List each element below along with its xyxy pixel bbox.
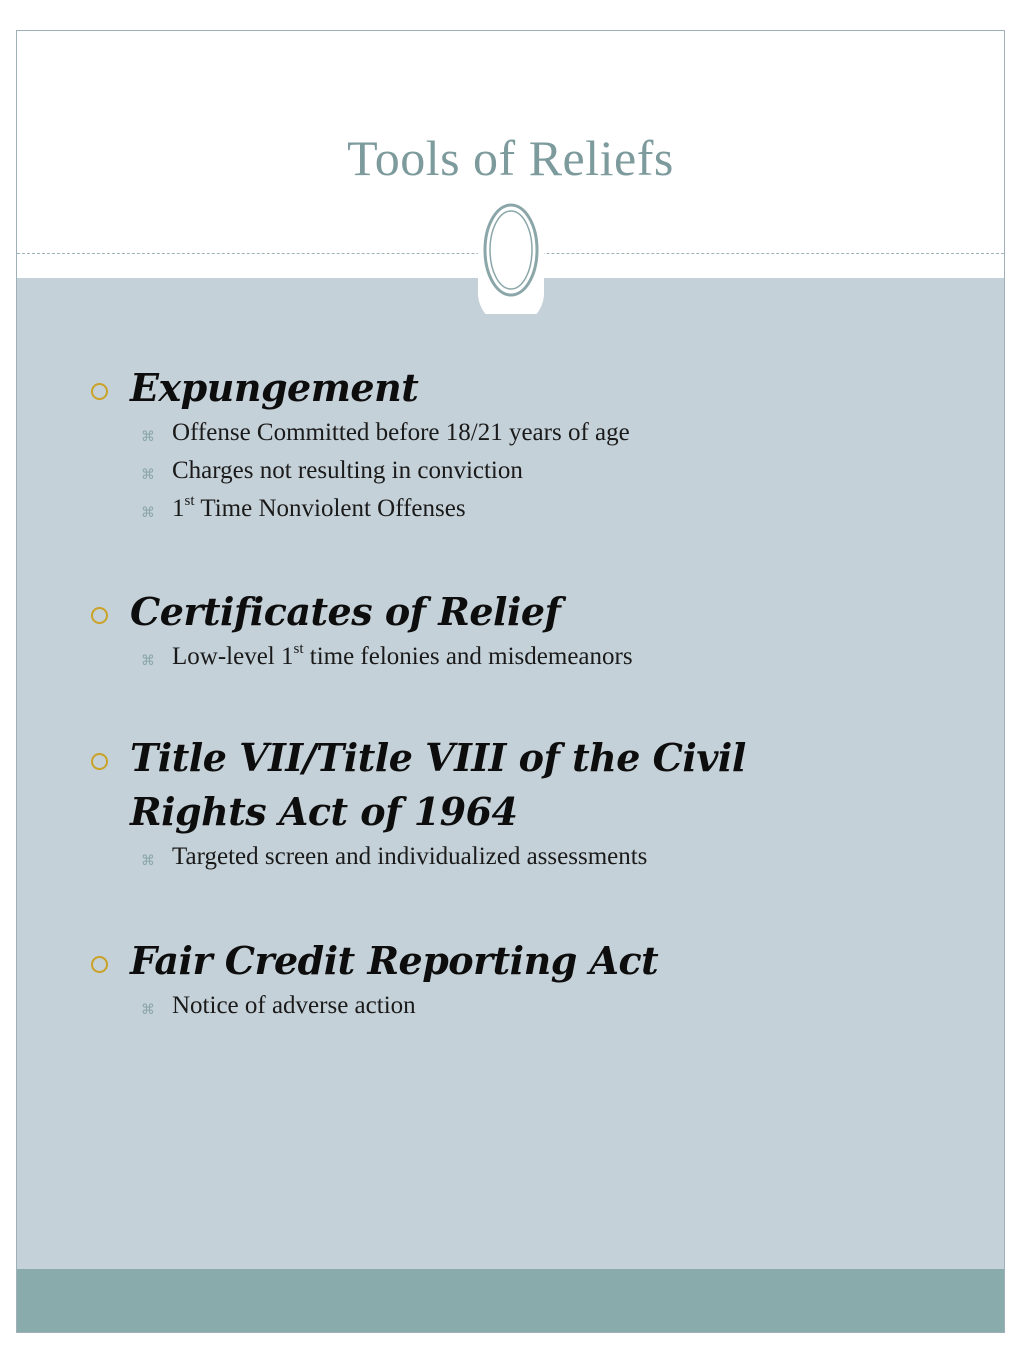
x-bullet-icon: ⌘ bbox=[141, 467, 155, 483]
section-heading: Expungement bbox=[130, 365, 419, 410]
slide bbox=[16, 30, 1005, 1333]
list-item-text: Charges not resulting in conviction bbox=[172, 457, 523, 484]
list-item bbox=[17, 843, 1004, 887]
x-bullet-icon: ⌘ bbox=[141, 429, 155, 445]
content-area bbox=[17, 278, 1004, 1270]
list-item-text: Targeted screen and individualized assessments bbox=[172, 843, 648, 870]
circle-bullet-icon bbox=[91, 956, 108, 973]
oval-medallion-icon bbox=[478, 198, 544, 314]
section-heading: Certificates of Relief bbox=[130, 589, 561, 634]
section-heading bbox=[130, 731, 890, 839]
list-item-text: 1st Time Nonviolent Offenses bbox=[172, 492, 466, 522]
circle-bullet-icon bbox=[91, 607, 108, 624]
x-bullet-icon: ⌘ bbox=[141, 853, 155, 869]
list-item bbox=[17, 492, 1004, 539]
list-item-text: Low-level 1st time felonies and misdemeanors bbox=[172, 640, 633, 670]
footer-band bbox=[17, 1269, 1004, 1332]
list-item-text: Notice of adverse action bbox=[172, 992, 416, 1019]
section-heading-line: Title VII/Title VIII of the Civil bbox=[130, 735, 746, 780]
x-bullet-icon: ⌘ bbox=[141, 653, 155, 669]
list-item bbox=[17, 992, 1004, 1036]
list-item-text: Offense Committed before 18/21 years of age bbox=[172, 419, 630, 446]
list-item bbox=[17, 640, 1004, 687]
circle-bullet-icon bbox=[91, 383, 108, 400]
section-heading-line: Rights Act of 1964 bbox=[130, 789, 518, 834]
slide-title: Tools of Reliefs bbox=[347, 130, 674, 186]
x-bullet-icon: ⌘ bbox=[141, 1002, 155, 1018]
x-bullet-icon: ⌘ bbox=[141, 505, 155, 521]
list-item bbox=[17, 457, 1004, 501]
circle-bullet-icon bbox=[91, 753, 108, 770]
section-heading: Fair Credit Reporting Act bbox=[130, 938, 659, 983]
